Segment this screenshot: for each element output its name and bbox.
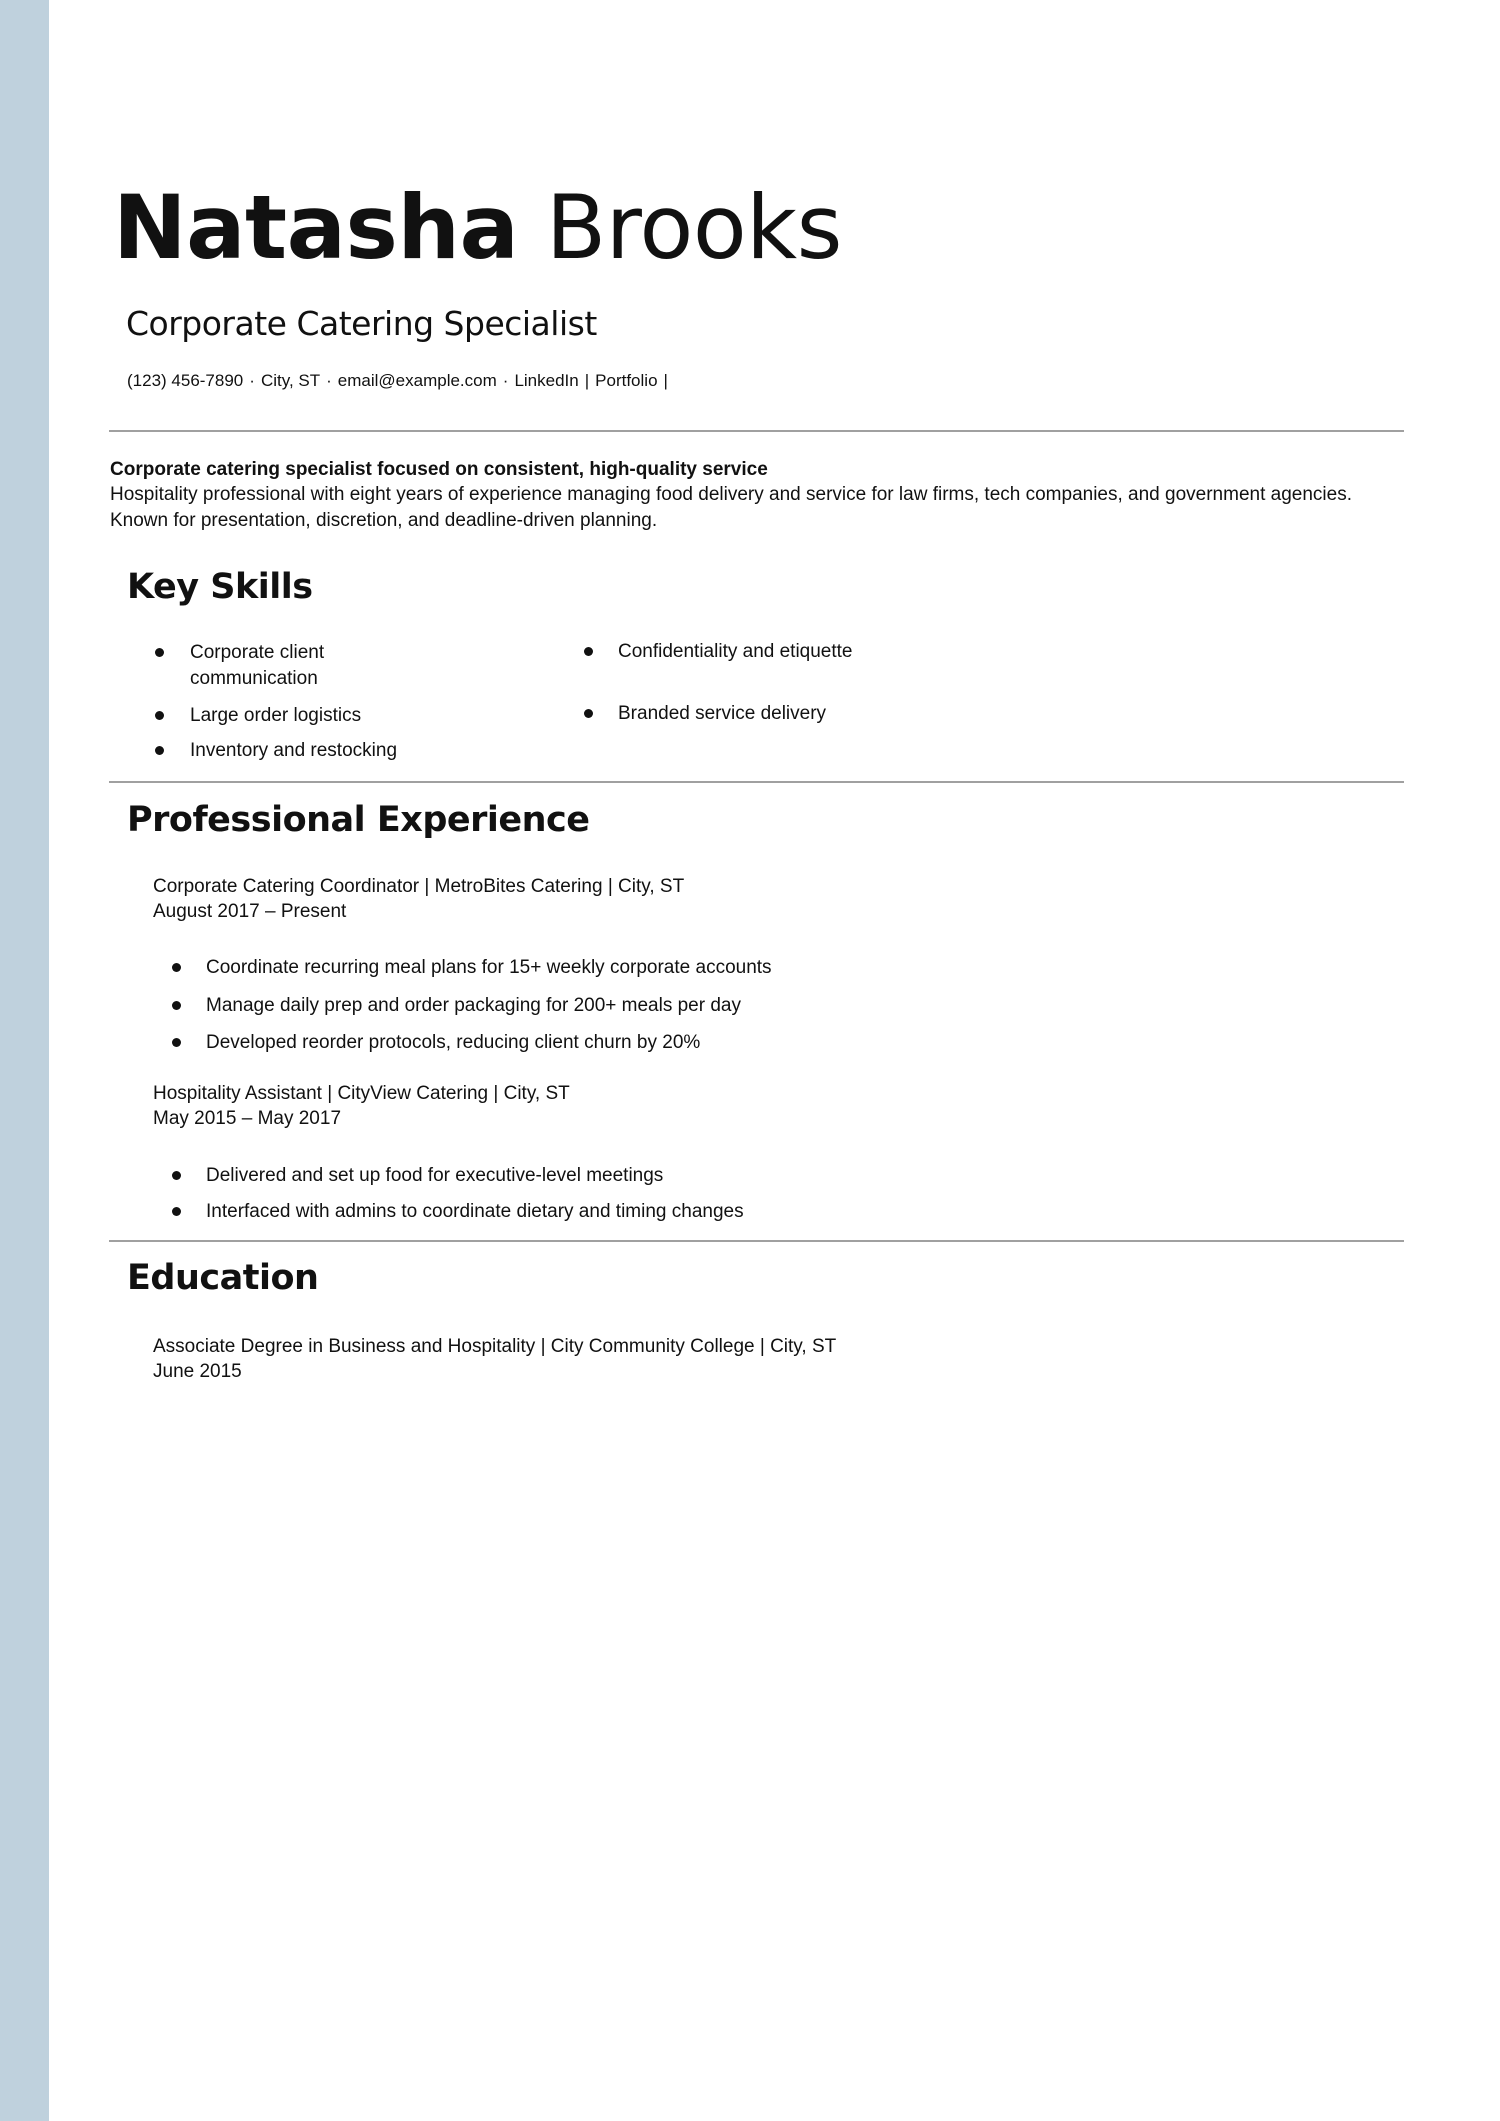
summary-headline: Corporate catering specialist focused on consistent, high-quality service [110,459,768,480]
dot-separator: · [326,371,332,390]
pipe-separator: | [584,371,590,390]
experience-heading: Professional Experience [127,800,590,840]
bullet-icon [155,711,164,720]
job-dates: May 2015 – May 2017 [153,1108,342,1129]
bullet-icon [172,1001,181,1010]
job-title-line: Hospitality Assistant | CityView Catering | City, ST [153,1083,570,1104]
skills-heading: Key Skills [127,567,313,607]
skill-label: Branded service delivery [618,703,827,724]
job-bullet: Developed reorder protocols, reducing client churn by 20% [206,1032,701,1053]
dot-separator: · [502,371,509,390]
contact-line [127,368,674,394]
dot-separator: · [249,371,255,390]
job-title: Corporate Catering Specialist [126,304,597,343]
skill-label: Large order logistics [190,705,362,726]
job-bullet: Delivered and set up food for executive-level meetings [206,1165,664,1186]
job-bullet: Coordinate recurring meal plans for 15+ weekly corporate accounts [206,957,772,978]
bullet-icon [155,648,164,657]
divider [109,1240,1404,1242]
bullet-icon [172,1171,181,1180]
left-accent-bar [0,0,49,2121]
job-title-line: Corporate Catering Coordinator | MetroBites Catering | City, ST [153,876,685,897]
contact-location: City, ST [260,371,321,390]
job-bullet: Interfaced with admins to coordinate dietary and timing changes [206,1201,744,1222]
last-name: Brooks [545,176,842,279]
degree-line: Associate Degree in Business and Hospitality | City Community College | City, ST [153,1336,837,1357]
bullet-icon [172,1038,181,1047]
divider [109,781,1404,783]
bullet-icon [584,709,593,718]
bullet-icon [172,1207,181,1216]
first-name: Natasha [113,176,519,279]
bullet-icon [584,647,593,656]
education-heading: Education [127,1258,319,1298]
candidate-name [113,178,842,278]
linkedin-link[interactable]: LinkedIn [514,371,579,390]
skill-label: Confidentiality and etiquette [618,641,853,662]
job-dates: August 2017 – Present [153,901,347,922]
skill-label: Corporate client communication [190,642,325,689]
skill-label: Inventory and restocking [190,740,398,761]
pipe-separator: | [663,371,668,390]
contact-email[interactable]: email@example.com [337,371,497,390]
bullet-icon [155,746,164,755]
bullet-icon [172,963,181,972]
summary-body: Hospitality professional with eight years of experience managing food delivery and service for law firms, tech companies, and government agencies. Known for presentation, discretion, and deadline-driven planning. [110,484,1352,531]
graduation-date: June 2015 [153,1361,242,1382]
portfolio-link[interactable]: Portfolio [595,371,658,390]
contact-phone: (123) 456-7890 [127,371,244,390]
job-bullet: Manage daily prep and order packaging for 200+ meals per day [206,995,741,1016]
divider [109,430,1404,432]
